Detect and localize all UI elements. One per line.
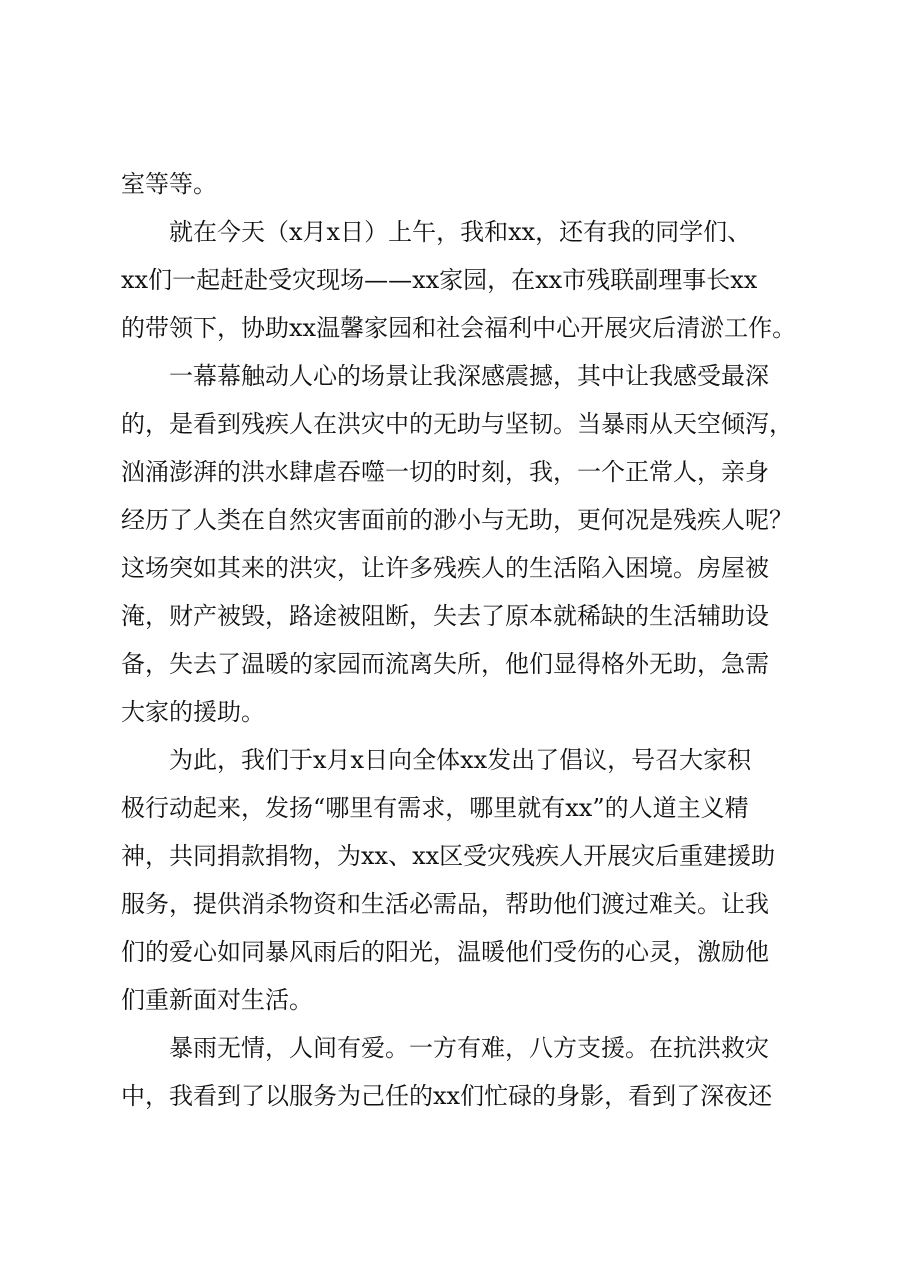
paragraph-line: 神，共同捐款捐物，为xx、xx区受灾残疾人开展灾后重建援助: [121, 842, 776, 870]
paragraph-line: 汹涌澎湃的洪水肆虐吞噬一切的时刻，我，一个正常人，亲身: [121, 458, 769, 486]
paragraph-line: 大家的援助。: [121, 698, 265, 726]
paragraph-line: 的带领下，协助xx温馨家园和社会福利中心开展灾后清淤工作。: [121, 314, 797, 342]
paragraph-line: 们的爱心如同暴风雨后的阳光，温暖他们受伤的心灵，激励他: [121, 938, 769, 966]
paragraph-line: 的，是看到残疾人在洪灾中的无助与坚韧。当暴雨从天空倾泻，: [121, 410, 793, 438]
paragraph-line: 就在今天（x月x日）上午，我和xx，还有我的同学们、: [169, 218, 752, 246]
paragraph-line: 服务，提供消杀物资和生活必需品，帮助他们渡过难关。让我: [121, 890, 769, 918]
paragraph-line: 淹，财产被毁，路途被阻断，失去了原本就稀缺的生活辅助设: [121, 602, 769, 630]
document-body: [121, 160, 801, 1120]
paragraph-line: 这场突如其来的洪灾，让许多残疾人的生活陷入困境。房屋被: [121, 554, 769, 582]
paragraph-line: 为此，我们于x月x日向全体xx发出了倡议，号召大家积: [169, 746, 752, 774]
paragraph-line: 极行动起来，发扬“哪里有需求，哪里就有xx”的人道主义精: [121, 794, 749, 822]
paragraph-line: 暴雨无情，人间有爱。一方有难，八方支援。在抗洪救灾: [169, 1034, 769, 1062]
paragraph-line: xx们一起赶赴受灾现场——xx家园，在xx市残联副理事长xx: [121, 266, 758, 294]
paragraph-line: 备，失去了温暖的家园而流离失所，他们显得格外无助，急需: [121, 650, 769, 678]
paragraph-line: 一幕幕触动人心的场景让我深感震撼，其中让我感受最深: [169, 362, 769, 390]
paragraph-line: 中，我看到了以服务为己任的xx们忙碌的身影，看到了深夜还: [121, 1082, 773, 1110]
paragraph-line: 经历了人类在自然灾害面前的渺小与无助，更何况是残疾人呢？: [121, 506, 793, 534]
paragraph-line: 们重新面对生活。: [121, 986, 313, 1014]
paragraph-line: 室等等。: [121, 170, 217, 198]
